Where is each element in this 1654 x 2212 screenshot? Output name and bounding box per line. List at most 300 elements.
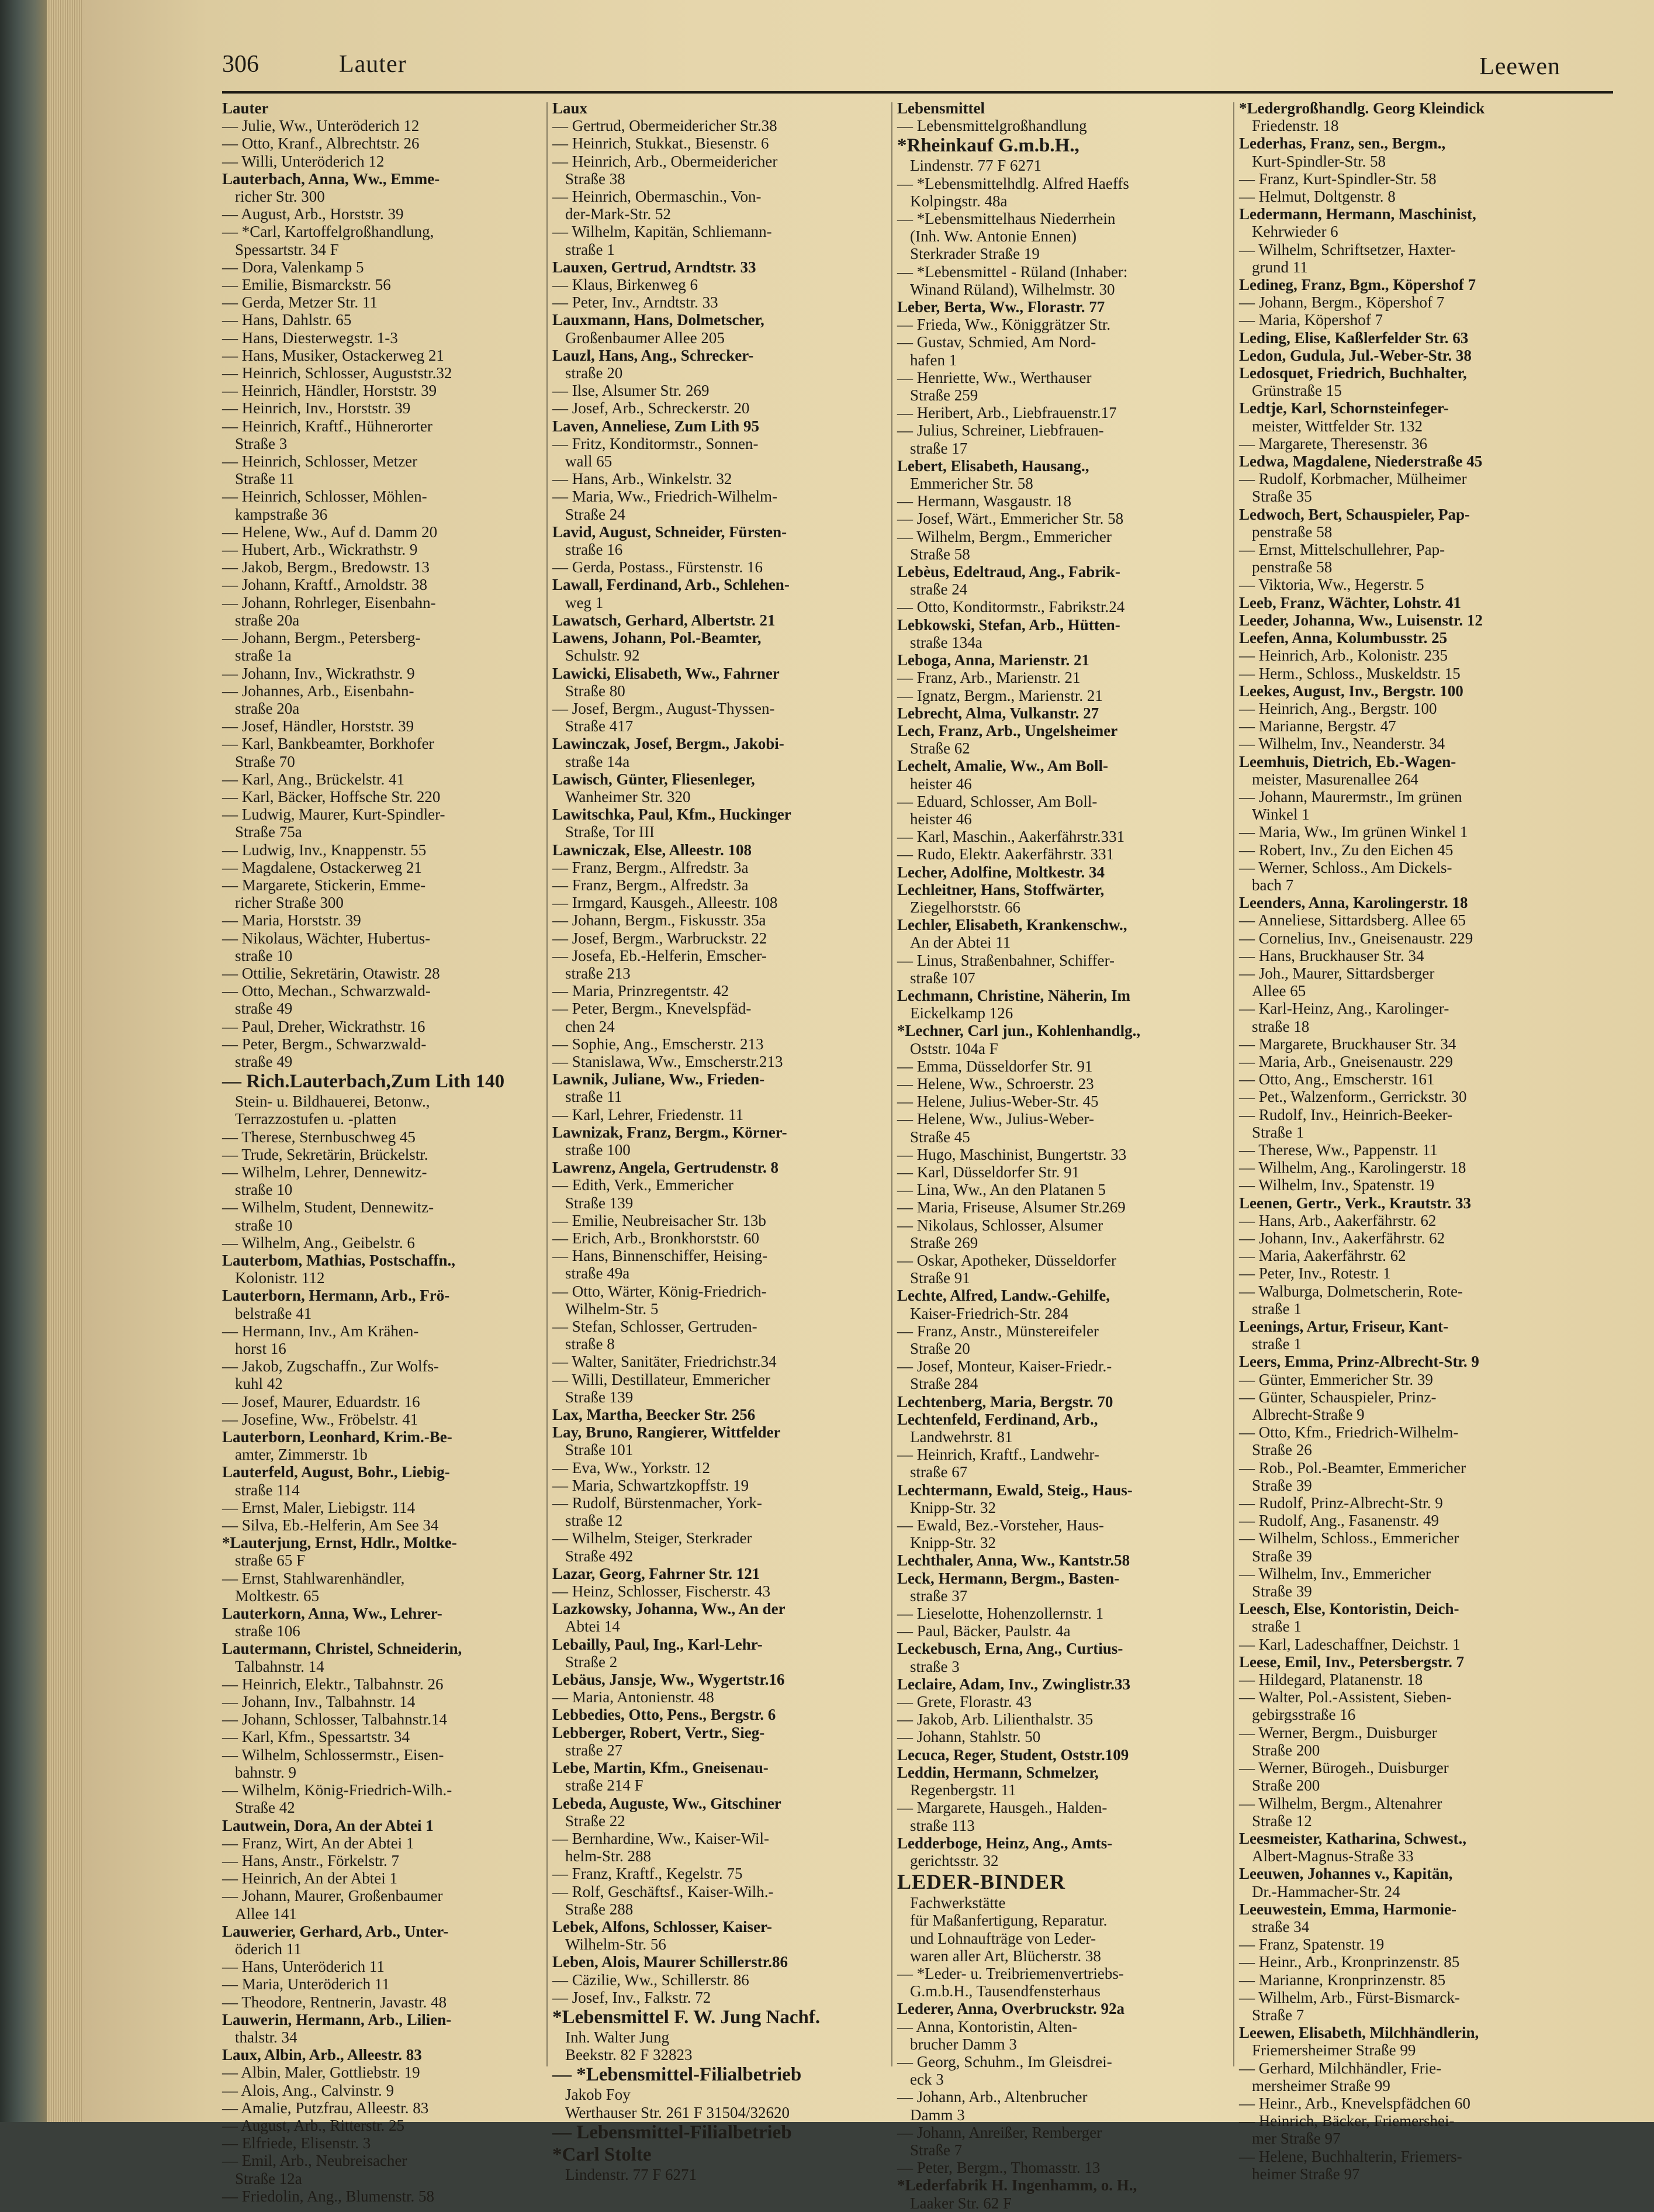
directory-entry: Lauwerin, Hermann, Arb., Lilien- <box>222 2010 452 2028</box>
header-right-word: Leewen <box>1479 53 1560 80</box>
directory-entry: — Peter, Bergm., Schwarzwald- <box>222 1035 427 1053</box>
directory-entry: bahnstr. 9 <box>235 1763 296 1781</box>
directory-entry: thalstr. 34 <box>235 2028 297 2046</box>
directory-entry: Wilhelm-Str. 56 <box>565 1935 666 1954</box>
directory-entry: — *Carl, Kartoffelgroßhandlung, <box>222 223 434 241</box>
directory-entry: Wilhelm-Str. 5 <box>565 1299 659 1318</box>
directory-entry: — Ewald, Bez.-Vorsteher, Haus- <box>897 1516 1104 1534</box>
directory-entry: Lebeda, Auguste, Ww., Gitschiner <box>552 1794 781 1812</box>
directory-entry: Lecher, Adolfine, Moltkestr. 34 <box>897 863 1105 881</box>
directory-entry: Knipp-Str. 32 <box>910 1498 996 1516</box>
directory-entry: Albrecht-Straße 9 <box>1252 1406 1365 1424</box>
directory-entry: — Hugo, Maschinist, Bungertstr. 33 <box>897 1145 1127 1163</box>
directory-entry: straße 1a <box>235 647 292 665</box>
directory-entry: Laux <box>552 99 588 117</box>
directory-entry: Lebèus, Edeltraud, Ang., Fabrik- <box>897 563 1120 581</box>
directory-entry: — Edith, Verk., Emmericher <box>552 1176 733 1194</box>
directory-entry: — Josef, Monteur, Kaiser-Friedr.- <box>897 1357 1112 1375</box>
directory-entry: straße 18 <box>1252 1017 1310 1035</box>
directory-entry: Leesch, Else, Kontoristin, Deich- <box>1239 1600 1459 1618</box>
directory-entry: — Rudolf, Prinz-Albrecht-Str. 9 <box>1239 1494 1443 1512</box>
directory-entry: Lebek, Alfons, Schlosser, Kaiser- <box>552 1917 773 1935</box>
directory-entry: heimer Straße 97 <box>1252 2165 1360 2183</box>
directory-entry: G.m.b.H., Tausendfensterhaus <box>910 1982 1101 2000</box>
directory-entry: Spessartstr. 34 F <box>235 240 339 258</box>
directory-entry: — Heinrich, Kraftf., Landwehr- <box>897 1446 1099 1464</box>
directory-entry: — *Lebensmittel - Rüland (Inhaber: <box>897 262 1128 281</box>
directory-entry: straße 65 F <box>235 1551 305 1570</box>
directory-entry: Damm 3 <box>910 2106 965 2124</box>
directory-entry: Leber, Berta, Ww., Florastr. 77 <box>897 298 1105 316</box>
directory-entry: Lawnik, Juliane, Ww., Frieden- <box>552 1070 765 1088</box>
directory-entry: — Wilhelm, Inv., Emmericher <box>1239 1564 1431 1582</box>
directory-entry: Kehrwieder 6 <box>1252 223 1338 241</box>
directory-entry: — Hans, Dahlstr. 65 <box>222 311 352 329</box>
directory-entry: — Wilhelm, Steiger, Sterkrader <box>552 1529 752 1547</box>
directory-entry: — Jakob, Bergm., Bredowstr. 13 <box>222 558 430 576</box>
directory-entry: — Peter, Bergm., Thomasstr. 13 <box>897 2159 1101 2177</box>
directory-entry: Sterkrader Straße 19 <box>910 245 1040 263</box>
directory-entry: Beekstr. 82 F 32823 <box>565 2046 693 2064</box>
directory-entry: — Josefine, Ww., Fröbelstr. 41 <box>222 1410 418 1428</box>
directory-entry: — Hermann, Wasgaustr. 18 <box>897 492 1072 510</box>
directory-entry: — Maria, Ww., Im grünen Winkel 1 <box>1239 823 1468 841</box>
directory-entry: — Hans, Arb., Winkelstr. 32 <box>552 470 732 488</box>
directory-entry: Leese, Emil, Inv., Petersbergstr. 7 <box>1239 1653 1465 1671</box>
directory-entry: Straße 22 <box>565 1812 625 1830</box>
directory-entry: waren aller Art, Blücherstr. 38 <box>910 1947 1101 1965</box>
directory-entry: Laaker Str. 62 F <box>910 2194 1012 2212</box>
directory-entry: brucher Damm 3 <box>910 2035 1017 2053</box>
directory-entry: Straße 38 <box>565 170 625 188</box>
directory-entry: — Lieselotte, Hohenzollernstr. 1 <box>897 1605 1104 1623</box>
directory-entry: Ledineg, Franz, Bgm., Köpershof 7 <box>1239 276 1476 294</box>
directory-entry: — Josef, Inv., Falkstr. 72 <box>552 1988 711 2006</box>
directory-entry: — Maria, Unteröderich 11 <box>222 1975 390 1993</box>
directory-entry: Friedenstr. 18 <box>1252 117 1339 135</box>
directory-entry: — Maria, Aakerfährstr. 62 <box>1239 1247 1406 1265</box>
directory-entry: — Otto, Kranf., Albrechtstr. 26 <box>222 134 420 153</box>
directory-entry: Lax, Martha, Beecker Str. 256 <box>552 1406 756 1424</box>
directory-entry: — Rudolf, Ang., Fasanenstr. 49 <box>1239 1512 1439 1530</box>
directory-entry: — Ilse, Alsumer Str. 269 <box>552 382 710 400</box>
directory-entry: — Günter, Emmericher Str. 39 <box>1239 1370 1433 1388</box>
directory-entry: — Maria, Schwartzkopffstr. 19 <box>552 1476 749 1494</box>
directory-entry: Stein- u. Bildhauerei, Betonw., <box>235 1093 430 1111</box>
directory-entry: — Heinrich, Ang., Bergstr. 100 <box>1239 699 1437 717</box>
directory-entry: — Therese, Sternbuschweg 45 <box>222 1128 416 1146</box>
directory-entry: Terrazzostufen u. -platten <box>235 1110 397 1128</box>
directory-entry: straße 49 <box>235 1000 293 1018</box>
directory-entry: — Wilhelm, Ang., Geibelstr. 6 <box>222 1233 415 1252</box>
directory-entry: — Albin, Maler, Gottliebstr. 19 <box>222 2064 420 2082</box>
directory-entry: Lechler, Elisabeth, Krankenschw., <box>897 916 1127 934</box>
directory-entry: — Heinrich, Obermaschin., Von- <box>552 188 762 206</box>
directory-entry: straße 214 F <box>565 1776 643 1795</box>
directory-entry: — Jakob, Zugschaffn., Zur Wolfs- <box>222 1357 440 1375</box>
directory-entry: — Hans, Bruckhauser Str. 34 <box>1239 946 1424 965</box>
directory-entry: — Wilhelm, Arb., Fürst-Bismarck- <box>1239 1988 1460 2006</box>
directory-entry: gebirgsstraße 16 <box>1252 1706 1356 1724</box>
directory-entry: — Silva, Eb.-Helferin, Am See 34 <box>222 1516 439 1534</box>
directory-entry: Kolpingstr. 48a <box>910 192 1008 210</box>
directory-entry: straße 34 <box>1252 1917 1310 1935</box>
directory-entry: *Lederfabrik H. Ingenhamm, o. H., <box>897 2176 1137 2194</box>
directory-entry: Lechtenfeld, Ferdinand, Arb., <box>897 1410 1098 1428</box>
directory-entry: — Karl, Lehrer, Friedenstr. 11 <box>552 1105 744 1124</box>
directory-entry: Leesmeister, Katharina, Schwest., <box>1239 1829 1466 1847</box>
directory-entry: — Heinrich, Kraftf., Hühnerorter <box>222 417 432 435</box>
directory-entry: — Klaus, Birkenweg 6 <box>552 276 698 294</box>
directory-entry: Straße 80 <box>565 682 625 700</box>
directory-entry: Lindenstr. 77 F 6271 <box>565 2165 697 2183</box>
directory-entry: — Emilie, Neubreisacher Str. 13b <box>552 1211 766 1229</box>
directory-entry: — Georg, Schuhm., Im Gleisdrei- <box>897 2052 1112 2071</box>
directory-entry: Jakob Foy <box>565 2086 631 2104</box>
directory-entry: — August, Arb., Ritterstr. 25 <box>222 2116 405 2134</box>
directory-entry: Großenbaumer Allee 205 <box>565 329 725 347</box>
directory-entry: Ledderboge, Heinz, Ang., Amts- <box>897 1834 1113 1852</box>
directory-entry: straße 113 <box>910 1816 975 1834</box>
directory-entry: — Lina, Ww., An den Platanen 5 <box>897 1181 1106 1199</box>
directory-entry: — Otto, Ang., Emscherstr. 161 <box>1239 1070 1435 1088</box>
directory-entry: — Karl, Ang., Brückelstr. 41 <box>222 770 404 788</box>
directory-entry: — Johann, Schlosser, Talbahnstr.14 <box>222 1710 448 1729</box>
directory-entry: — Wilhelm, Bergm., Emmericher <box>897 527 1112 545</box>
directory-entry: — Peter, Inv., Arndtstr. 33 <box>552 293 718 312</box>
directory-entry: Winkel 1 <box>1252 806 1310 824</box>
directory-entry: Lebensmittel <box>897 99 985 117</box>
directory-entry: Leeuwestein, Emma, Harmonie- <box>1239 1900 1456 1918</box>
directory-entry: — Cäzilie, Ww., Schillerstr. 86 <box>552 1971 749 1989</box>
directory-entry: — Margarete, Stickerin, Emme- <box>222 876 426 894</box>
directory-entry: — Peter, Inv., Rotestr. 1 <box>1239 1264 1391 1283</box>
directory-entry: und Lohnaufträge von Leder- <box>910 1929 1096 1947</box>
directory-entry: — Stefan, Schlosser, Gertruden- <box>552 1318 757 1336</box>
directory-entry: hafen 1 <box>910 351 957 369</box>
directory-entry: Knipp-Str. 32 <box>910 1534 996 1552</box>
directory-entry: richer Str. 300 <box>235 188 325 206</box>
column-divider <box>891 102 892 2066</box>
directory-entry: Kurt-Spindler-Str. 58 <box>1252 152 1386 170</box>
directory-entry: — Gerda, Metzer Str. 11 <box>222 293 378 312</box>
directory-entry: — Heinrich, Schlosser, Möhlen- <box>222 488 427 506</box>
directory-entry: — Werner, Bergm., Duisburger <box>1239 1723 1437 1741</box>
directory-entry: — Franz, Bergm., Alfredstr. 3a <box>552 858 749 876</box>
directory-entry: — Rich.Lauterbach,Zum Lith 140 <box>222 1071 505 1093</box>
directory-entry: — Frieda, Ww., Königgrätzer Str. <box>897 316 1111 334</box>
directory-entry: — Heinrich, Stukkat., Biesenstr. 6 <box>552 134 769 153</box>
directory-entry: straße 17 <box>910 439 968 457</box>
header-left-word: Lauter <box>339 51 407 78</box>
directory-entry: Lebailly, Paul, Ing., Karl-Lehr- <box>552 1635 763 1653</box>
column-2 <box>552 99 880 2183</box>
directory-entry: straße 12 <box>565 1512 623 1530</box>
directory-entry: — Heinrich, Bäcker, Friemershei- <box>1239 2112 1455 2130</box>
directory-entry: — Emilie, Bismarckstr. 56 <box>222 276 391 294</box>
directory-entry: Lavid, August, Schneider, Fürsten- <box>552 523 787 541</box>
directory-entry: Leben, Alois, Maurer Schillerstr.86 <box>552 1953 788 1971</box>
directory-entry: gerichtsstr. 32 <box>910 1851 999 1869</box>
directory-entry: — Sophie, Ang., Emscherstr. 213 <box>552 1035 764 1053</box>
directory-entry: — Werner, Bürogeh., Duisburger <box>1239 1759 1449 1777</box>
directory-entry: — Hans, Anstr., Förkelstr. 7 <box>222 1851 400 1869</box>
directory-entry: *Lechner, Carl jun., Kohlenhandlg., <box>897 1022 1141 1040</box>
directory-entry: — Walter, Sanitäter, Friedrichstr.34 <box>552 1353 777 1371</box>
directory-entry: — Johann, Rohrleger, Eisenbahn- <box>222 593 436 611</box>
page-header <box>222 47 1613 94</box>
directory-entry: Lauterbom, Mathias, Postschaffn., <box>222 1252 455 1269</box>
directory-entry: straße 114 <box>235 1481 300 1499</box>
directory-entry: Lebe, Martin, Kfm., Gneisenau- <box>552 1759 769 1777</box>
directory-entry: Lechelt, Amalie, Ww., Am Boll- <box>897 757 1108 775</box>
directory-entry: Leckebusch, Erna, Ang., Curtius- <box>897 1640 1123 1658</box>
directory-entry: — Maria, Köpershof 7 <box>1239 311 1383 329</box>
directory-entry: eck 3 <box>910 2071 944 2089</box>
directory-entry: — Pet., Walzenform., Gerrickstr. 30 <box>1239 1088 1467 1106</box>
directory-entry: richer Straße 300 <box>235 894 344 912</box>
directory-entry: Lechmann, Christine, Näherin, Im <box>897 986 1131 1004</box>
directory-entry: — Elfriede, Elisenstr. 3 <box>222 2134 371 2152</box>
directory-entry: straße 27 <box>565 1741 623 1759</box>
directory-entry: — Johann, Bergm., Petersberg- <box>222 629 421 647</box>
directory-entry: Leewen, Elisabeth, Milchhändlerin, <box>1239 2024 1479 2042</box>
directory-entry: — Maria, Prinzregentstr. 42 <box>552 982 729 1000</box>
directory-entry: — Maria, Horststr. 39 <box>222 911 361 929</box>
directory-entry: Lazar, Georg, Fahrner Str. 121 <box>552 1564 760 1582</box>
directory-entry: straße 20a <box>235 699 300 717</box>
directory-entry: — Theodore, Rentnerin, Javastr. 48 <box>222 1993 447 2011</box>
directory-entry: — Johann, Bergm., Köpershof 7 <box>1239 293 1445 312</box>
directory-entry: — Rob., Pol.-Beamter, Emmericher <box>1239 1458 1466 1477</box>
directory-entry: — Lebensmittel-Filialbetrieb <box>552 2121 792 2143</box>
directory-entry: — August, Arb., Horststr. 39 <box>222 205 404 223</box>
directory-entry: — Johann, Kraftf., Arnoldstr. 38 <box>222 576 427 594</box>
directory-entry: für Maßanfertigung, Reparatur. <box>910 1912 1108 1930</box>
directory-entry: straße 67 <box>910 1463 968 1481</box>
directory-entry: — Ernst, Stahlwarenhändler, <box>222 1569 405 1587</box>
directory-entry: — Helene, Julius-Weber-Str. 45 <box>897 1093 1099 1111</box>
directory-entry: — Johann, Maurermstr., Im grünen <box>1239 787 1462 806</box>
directory-entry: horst 16 <box>235 1340 286 1358</box>
directory-entry: — Heribert, Arb., Liebfrauenstr.17 <box>897 404 1117 422</box>
column-3 <box>897 99 1224 2212</box>
directory-entry: Straße 70 <box>235 752 295 770</box>
directory-entry: — Wilhelm, Kapitän, Schliemann- <box>552 223 772 241</box>
directory-entry: Straße 3 <box>235 434 288 452</box>
directory-entry: — Ludwig, Inv., Knappenstr. 55 <box>222 841 427 859</box>
directory-entry: Straße 39 <box>1252 1547 1312 1565</box>
directory-entry: — Anna, Kontoristin, Alten- <box>897 2017 1078 2035</box>
column-1 <box>222 99 549 2205</box>
directory-entry: straße 106 <box>235 1622 300 1640</box>
directory-entry: — Josef, Bergm., August-Thyssen- <box>552 699 775 717</box>
directory-entry: — Stanislawa, Ww., Emscherstr.213 <box>552 1052 783 1070</box>
directory-entry: Talbahnstr. 14 <box>235 1657 324 1675</box>
directory-entry: — Maria, Antonienstr. 48 <box>552 1688 714 1706</box>
directory-entry: Straße 11 <box>235 470 295 488</box>
directory-entry: — Hans, Unteröderich 11 <box>222 1958 385 1976</box>
directory-entry: Lechleitner, Hans, Stoffwärter, <box>897 880 1105 898</box>
directory-entry: penstraße 58 <box>1252 558 1333 576</box>
directory-entry: — Irmgard, Kausgeh., Alleestr. 108 <box>552 894 778 912</box>
directory-entry: — Johann, Bergm., Fiskusstr. 35a <box>552 911 766 929</box>
directory-entry: Straße 39 <box>1252 1476 1312 1494</box>
directory-entry: heister 46 <box>910 810 972 828</box>
directory-entry: Straße 200 <box>1252 1741 1320 1759</box>
directory-entry: — Otto, Wärter, König-Friedrich- <box>552 1282 767 1300</box>
directory-entry: Allee 141 <box>235 1905 297 1923</box>
directory-entry: — Eduard, Schlosser, Am Boll- <box>897 792 1098 810</box>
directory-entry: — Josef, Arb., Schreckerstr. 20 <box>552 399 750 417</box>
directory-entry: straße 14a <box>565 752 630 770</box>
directory-entry: Leeder, Johanna, Ww., Luisenstr. 12 <box>1239 611 1483 629</box>
directory-entry: Leers, Emma, Prinz-Albrecht-Str. 9 <box>1239 1353 1479 1371</box>
directory-entry: — Rudolf, Bürstenmacher, York- <box>552 1494 762 1512</box>
directory-entry: — Karl, Bankbeamter, Borkhofer <box>222 735 434 753</box>
directory-entry: — Otto, Mechan., Schwarzwald- <box>222 982 431 1000</box>
directory-entry: Straße 91 <box>910 1269 970 1287</box>
directory-entry: — Franz, Wirt, An der Abtei 1 <box>222 1834 414 1852</box>
directory-entry: Lebberger, Robert, Vertr., Sieg- <box>552 1723 765 1741</box>
directory-entry: — Karl-Heinz, Ang., Karolinger- <box>1239 1000 1449 1018</box>
directory-entry: — Ignatz, Bergm., Marienstr. 21 <box>897 686 1103 704</box>
directory-entry: Lauter <box>222 99 269 117</box>
directory-entry: — Peter, Bergm., Knevelspfäd- <box>552 1000 752 1018</box>
directory-entry: Straße 12a <box>235 2169 302 2187</box>
directory-entry: Wanheimer Str. 320 <box>565 787 691 806</box>
directory-entry: — Wilhelm, Student, Dennewitz- <box>222 1198 434 1216</box>
directory-entry: Straße 75a <box>235 823 302 841</box>
directory-entry: — Joh., Maurer, Sittardsberger <box>1239 964 1435 982</box>
directory-entry: — Josef, Maurer, Eduardstr. 16 <box>222 1392 420 1411</box>
directory-entry: *Ledergroßhandlg. Georg Kleindick <box>1239 99 1485 117</box>
directory-entry: — Helene, Ww., Auf d. Damm 20 <box>222 523 438 541</box>
directory-entry: straße 20 <box>565 364 623 382</box>
directory-entry: — Alois, Ang., Calvinstr. 9 <box>222 2081 395 2099</box>
directory-entry: — Walburga, Dolmetscherin, Rote- <box>1239 1282 1463 1300</box>
directory-entry: Straße 259 <box>910 386 978 405</box>
directory-entry: amter, Zimmerstr. 1b <box>235 1446 368 1464</box>
directory-entry: — Heinz, Schlosser, Fischerstr. 43 <box>552 1582 771 1601</box>
directory-entry: Lauterkorn, Anna, Ww., Lehrer- <box>222 1605 442 1623</box>
directory-entry: straße 1 <box>1252 1299 1302 1318</box>
directory-entry: *Lebensmittel F. W. Jung Nachf. <box>552 2006 821 2028</box>
directory-entry: — Wilhelm, Schriftsetzer, Haxter- <box>1239 240 1456 258</box>
directory-entry: Lawniczak, Else, Alleestr. 108 <box>552 841 752 859</box>
directory-entry: — Walter, Pol.-Assistent, Sieben- <box>1239 1688 1452 1706</box>
directory-entry: *Lauterjung, Ernst, Hdlr., Moltke- <box>222 1534 457 1552</box>
directory-entry: — Cornelius, Inv., Gneisenaustr. 229 <box>1239 929 1473 947</box>
directory-entry: — Paul, Dreher, Wickrathstr. 16 <box>222 1017 425 1035</box>
directory-entry: grund 11 <box>1252 258 1308 276</box>
directory-entry: belstraße 41 <box>235 1304 312 1322</box>
directory-entry: Lautwein, Dora, An der Abtei 1 <box>222 1816 434 1834</box>
page-edge <box>47 0 82 2122</box>
directory-entry: Ledosquet, Friedrich, Buchhalter, <box>1239 364 1467 382</box>
directory-entry: heister 46 <box>910 775 972 793</box>
directory-entry: — Gerhard, Milchhändler, Frie- <box>1239 2059 1442 2077</box>
directory-entry: Straße 62 <box>910 739 970 758</box>
directory-entry: — Josef, Händler, Horststr. 39 <box>222 717 414 735</box>
directory-entry: — Franz, Anstr., Münstereifeler <box>897 1322 1099 1340</box>
directory-entry: — Günter, Schauspieler, Prinz- <box>1239 1388 1437 1406</box>
directory-entry: Lechtenberg, Maria, Bergstr. 70 <box>897 1392 1113 1411</box>
directory-entry: Ledwa, Magdalene, Niederstraße 45 <box>1239 452 1483 471</box>
directory-entry: (Inh. Ww. Antonie Ennen) <box>910 227 1077 246</box>
directory-entry: — Julius, Schreiner, Liebfrauen- <box>897 421 1104 440</box>
directory-entry: Lawisch, Günter, Fliesenleger, <box>552 770 755 788</box>
directory-entry: Eickelkamp 126 <box>910 1004 1013 1022</box>
directory-entry: — Heinr., Arb., Kronprinzenstr. 85 <box>1239 1953 1460 1971</box>
directory-entry: mer Straße 97 <box>1252 2130 1341 2148</box>
directory-entry: *Carl Stolte <box>552 2144 652 2165</box>
directory-entry: — Wilhelm, Inv., Neanderstr. 34 <box>1239 735 1445 753</box>
directory-entry: Straße 2 <box>565 1653 618 1671</box>
directory-entry: Lawatsch, Gerhard, Albertstr. 21 <box>552 611 776 629</box>
directory-entry: Lederer, Anna, Overbruckstr. 92a <box>897 2000 1125 2018</box>
directory-entry: Lindenstr. 77 F 6271 <box>910 157 1042 175</box>
directory-entry: — Johann, Inv., Aakerfährstr. 62 <box>1239 1229 1445 1247</box>
directory-entry: — Willi, Unteröderich 12 <box>222 152 385 170</box>
directory-entry: Kolonistr. 112 <box>235 1269 325 1287</box>
directory-entry: Leekes, August, Inv., Bergstr. 100 <box>1239 682 1463 700</box>
directory-entry: — Ernst, Mittelschullehrer, Pap- <box>1239 541 1445 559</box>
directory-entry: Straße 39 <box>1252 1582 1312 1601</box>
directory-entry: Lauwerier, Gerhard, Arb., Unter- <box>222 1922 449 1940</box>
directory-entry: kuhl 42 <box>235 1375 283 1393</box>
directory-entry: Straße 7 <box>1252 2006 1304 2024</box>
directory-entry: — Johannes, Arb., Eisenbahn- <box>222 682 414 700</box>
directory-entry: — Rudolf, Korbmacher, Mülheimer <box>1239 470 1467 488</box>
directory-entry: — *Lebensmittel-Filialbetrieb <box>552 2064 802 2086</box>
directory-entry: — Therese, Ww., Pappenstr. 11 <box>1239 1140 1438 1159</box>
directory-entry: straße 1 <box>565 240 615 258</box>
directory-entry: — Wilhelm, Bergm., Altenahrer <box>1239 1794 1442 1812</box>
directory-entry: Straße 269 <box>910 1233 978 1252</box>
directory-entry: Straße 1 <box>1252 1123 1304 1141</box>
directory-entry: — Oskar, Apotheker, Düsseldorfer <box>897 1252 1116 1269</box>
directory-entry: Laven, Anneliese, Zum Lith 95 <box>552 417 760 435</box>
directory-entry: Leck, Hermann, Bergm., Basten- <box>897 1569 1120 1587</box>
directory-entry: — Lebensmittelgroßhandlung <box>897 117 1087 135</box>
directory-entry: straße 213 <box>565 964 631 982</box>
directory-entry: Lebrecht, Alma, Vulkanstr. 27 <box>897 704 1099 722</box>
directory-entry: — *Leder- u. Treibriemenvertriebs- <box>897 1964 1124 1982</box>
directory-entry: Lauxmann, Hans, Dolmetscher, <box>552 311 764 329</box>
directory-entry: Lechthaler, Anna, Ww., Kantstr.58 <box>897 1551 1130 1570</box>
directory-entry: Straße 284 <box>910 1375 978 1393</box>
directory-entry: — Rolf, Geschäftsf., Kaiser-Wilh.- <box>552 1882 774 1900</box>
directory-entry: — Helene, Ww., Julius-Weber- <box>897 1110 1094 1128</box>
directory-entry: penstraße 58 <box>1252 523 1333 541</box>
directory-entry: Winand Rüland), Wilhelmstr. 30 <box>910 280 1115 298</box>
directory-entry: — Nikolaus, Schlosser, Alsumer <box>897 1216 1103 1234</box>
directory-entry: Lebkowski, Stefan, Arb., Hütten- <box>897 616 1120 634</box>
directory-entry: meister, Wittfelder Str. 132 <box>1252 417 1423 435</box>
book-binding <box>0 0 47 2122</box>
directory-entry: — *Lebensmittelhaus Niederrhein <box>897 210 1116 228</box>
directory-entry: — Franz, Kraftf., Kegelstr. 75 <box>552 1865 743 1883</box>
directory-entry: *Rheinkauf G.m.b.H., <box>897 135 1079 157</box>
directory-entry: — Anneliese, Sittardsberg. Allee 65 <box>1239 911 1466 929</box>
directory-entry: — Rudo, Elektr. Aakerfährstr. 331 <box>897 845 1115 863</box>
directory-entry: straße 1 <box>1252 1617 1302 1636</box>
directory-entry: — Hans, Musiker, Ostackerweg 21 <box>222 346 444 364</box>
directory-entry: — Johann, Anreißer, Remberger <box>897 2123 1102 2141</box>
directory-entry: Landwehrstr. 81 <box>910 1428 1013 1446</box>
directory-entry: LEDER-BINDER <box>897 1870 1066 1894</box>
